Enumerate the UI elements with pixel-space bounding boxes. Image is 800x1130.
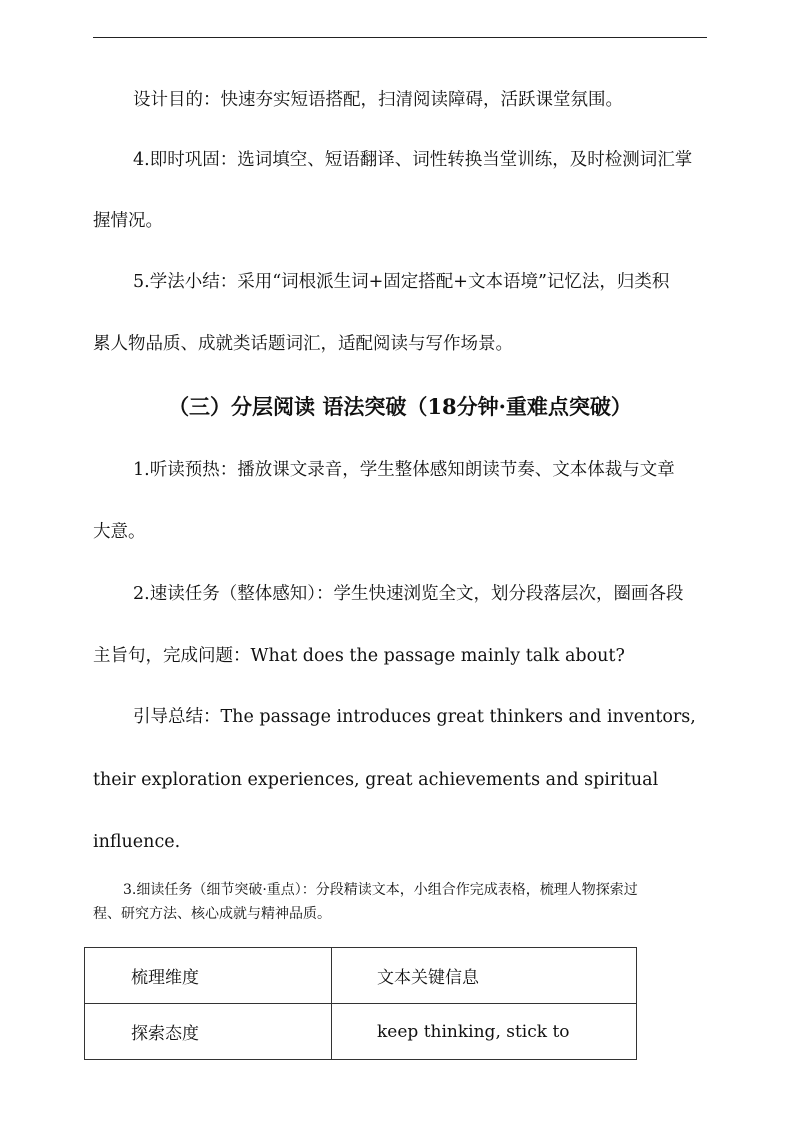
reading-step-2-text-cont: 主旨句，完成问题：What does the passage mainly talk about? xyxy=(93,646,625,666)
table-cell: 探索态度 xyxy=(85,1004,332,1060)
step-5-text-cont: 累人物品质、成就类话题词汇，适配阅读与写作场景。 xyxy=(93,334,513,354)
summary-text-end: influence. xyxy=(93,832,181,852)
table-row xyxy=(85,1004,637,1060)
table-header-cell: 文本关键信息 xyxy=(332,948,637,1004)
step-4-text-cont: 握情况。 xyxy=(93,211,163,231)
table-header-row xyxy=(85,948,637,1004)
reading-step-2-text: 2.速读任务（整体感知）：学生快速浏览全文，划分段落层次，圈画各段 xyxy=(133,584,684,604)
header-rule xyxy=(93,37,707,38)
reading-step-1-text-cont: 大意。 xyxy=(93,522,146,542)
section-heading: （三）分层阅读 语法突破（18分钟·重难点突破） xyxy=(168,394,632,419)
reading-step-3-text: 3.细读任务（细节突破·重点）：分段精读文本，小组合作完成表格，梳理人物探索过 xyxy=(123,882,638,898)
step-4-text: 4.即时巩固：选词填空、短语翻译、词性转换当堂训练，及时检测词汇掌 xyxy=(133,150,693,170)
analysis-table xyxy=(84,947,637,1060)
table-header-cell: 梳理维度 xyxy=(85,948,332,1004)
summary-text: 引导总结：The passage introduces great thinkers and inventors, xyxy=(133,707,696,727)
summary-text-cont: their exploration experiences, great achievements and spiritual xyxy=(93,770,659,790)
design-purpose-text: 设计目的：快速夯实短语搭配，扫清阅读障碍，活跃课堂氛围。 xyxy=(133,90,623,110)
step-5-text: 5.学法小结：采用“词根派生词+固定搭配+文本语境”记忆法，归类积 xyxy=(133,272,670,292)
reading-step-1-text: 1.听读预热：播放课文录音，学生整体感知朗读节奏、文本体裁与文章 xyxy=(133,460,675,480)
table-cell: keep thinking, stick to xyxy=(332,1004,637,1060)
reading-step-3-text-cont: 程、研究方法、核心成就与精神品质。 xyxy=(93,906,331,922)
